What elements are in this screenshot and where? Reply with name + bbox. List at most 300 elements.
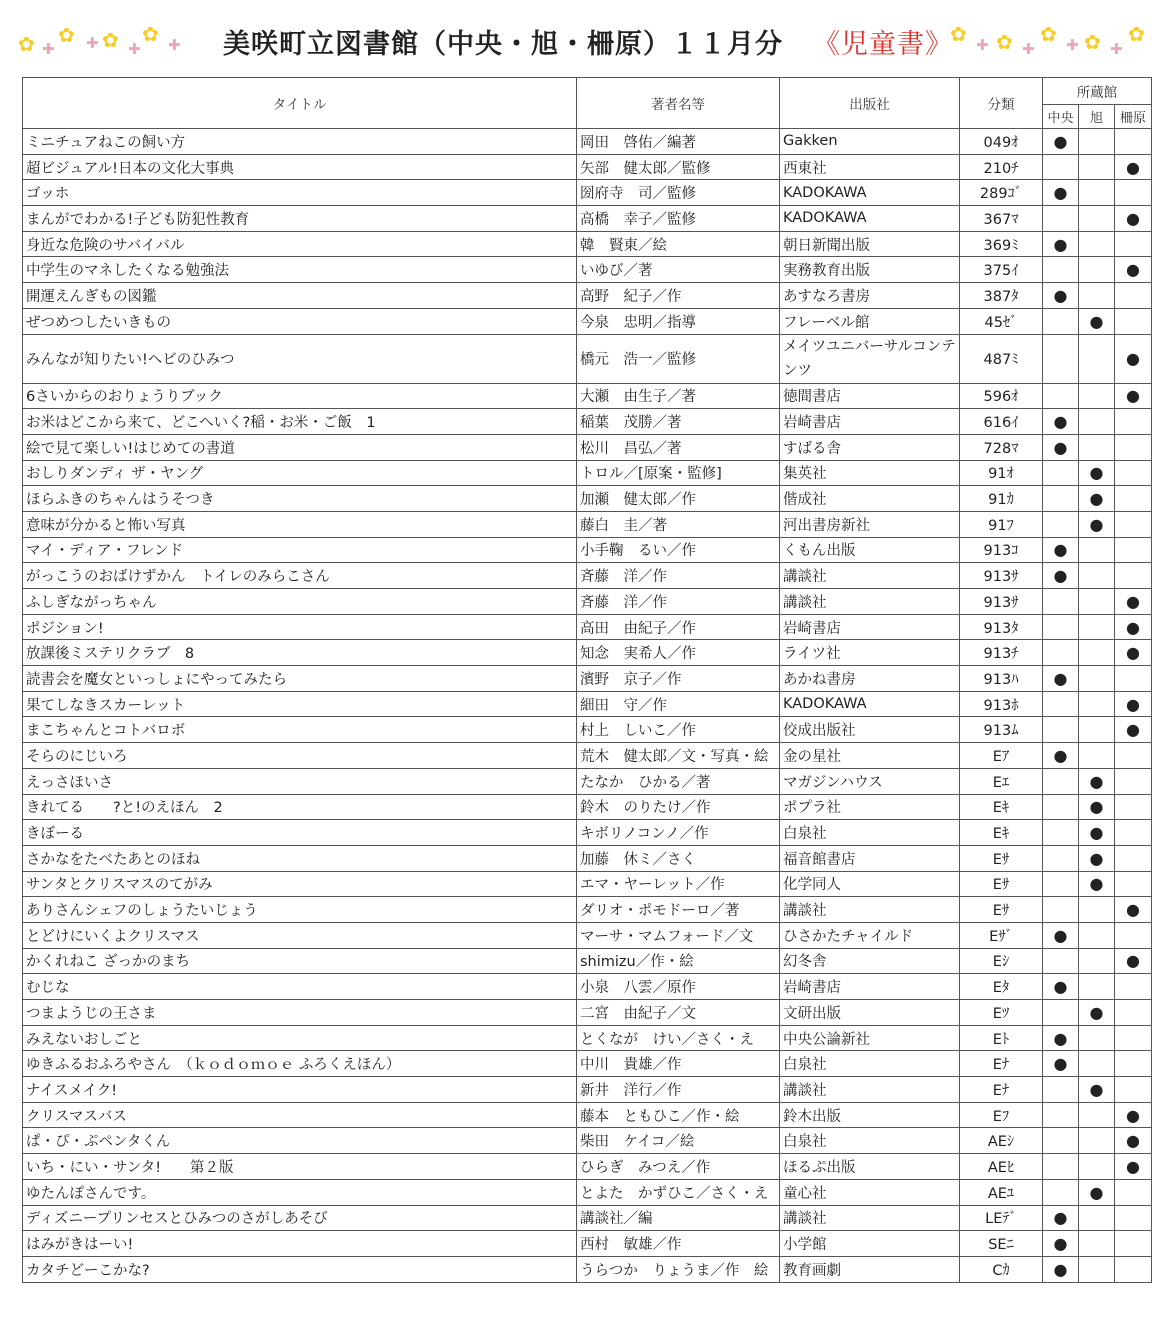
holding-asahi-cell (1079, 589, 1115, 615)
holding-chuo-cell: ● (1043, 1256, 1079, 1282)
table-row (23, 1077, 1152, 1103)
publisher-cell: マガジンハウス (780, 768, 960, 794)
table-row (23, 691, 1152, 717)
table-row (23, 717, 1152, 743)
publisher-cell: メイツユニバーサルコンテンツ (780, 334, 960, 383)
holding-yanahara-cell (1115, 1077, 1152, 1103)
author-cell: とよた かずひこ／さく・え (577, 1179, 780, 1205)
holding-asahi-cell (1079, 1102, 1115, 1128)
flower-icon: ✿ (18, 32, 35, 56)
classification-cell: 913ﾎ (960, 691, 1043, 717)
publisher-cell: 講談社 (780, 563, 960, 589)
holding-yanahara-cell: ● (1115, 614, 1152, 640)
author-cell: 橋元 浩一／監修 (577, 334, 780, 383)
table-row (23, 897, 1152, 923)
book-title-cell: お米はどこから来て、どこへいく?稲・お米・ご飯 1 (23, 409, 577, 435)
holding-chuo-cell (1043, 383, 1079, 409)
table-row (23, 334, 1152, 383)
publisher-cell: 小学館 (780, 1231, 960, 1257)
table-row (23, 922, 1152, 948)
holding-asahi-cell: ● (1079, 308, 1115, 334)
publisher-cell: 西東社 (780, 154, 960, 180)
holding-yanahara-cell: ● (1115, 589, 1152, 615)
classification-cell: Eｻ (960, 897, 1043, 923)
plus-icon: ✚ (976, 36, 989, 54)
publisher-cell: 講談社 (780, 589, 960, 615)
holding-yanahara-cell (1115, 666, 1152, 692)
publisher-cell: 岩崎書店 (780, 974, 960, 1000)
holding-asahi-cell (1079, 640, 1115, 666)
flower-decoration-right (950, 22, 1155, 58)
flower-icon: ✿ (996, 30, 1013, 54)
book-title-cell: ふしぎながっちゃん (23, 589, 577, 615)
classification-cell: 210ﾁ (960, 154, 1043, 180)
author-cell: 村上 しいこ／作 (577, 717, 780, 743)
holding-asahi-cell (1079, 974, 1115, 1000)
classification-cell: 91ﾌ (960, 511, 1043, 537)
holding-asahi-cell: ● (1079, 1077, 1115, 1103)
classification-cell: 913ｻ (960, 563, 1043, 589)
publisher-cell: くもん出版 (780, 537, 960, 563)
table-row (23, 231, 1152, 257)
book-title-cell: むじな (23, 974, 577, 1000)
holding-chuo-cell (1043, 460, 1079, 486)
classification-cell: 049ｵ (960, 129, 1043, 155)
holding-chuo-cell (1043, 1154, 1079, 1180)
holding-chuo-cell (1043, 948, 1079, 974)
holding-chuo-cell: ● (1043, 1025, 1079, 1051)
author-cell: 西村 敏雄／作 (577, 1231, 780, 1257)
table-row (23, 666, 1152, 692)
holding-yanahara-cell (1115, 743, 1152, 769)
holding-asahi-cell: ● (1079, 486, 1115, 512)
author-cell: 稲葉 茂勝／著 (577, 409, 780, 435)
classification-cell: Eｼ (960, 948, 1043, 974)
column-header-holdings: 所蔵館 (1043, 78, 1152, 105)
plus-icon: ✚ (1110, 40, 1123, 58)
holding-asahi-cell (1079, 231, 1115, 257)
plus-icon: ✚ (128, 40, 141, 58)
author-cell: 中川 貴雄／作 (577, 1051, 780, 1077)
book-title-cell: 果てしなきスカーレット (23, 691, 577, 717)
holding-yanahara-cell (1115, 434, 1152, 460)
holding-yanahara-cell (1115, 537, 1152, 563)
author-cell: とくなが けい／さく・え (577, 1025, 780, 1051)
book-title-cell: つまようじの王さま (23, 1000, 577, 1026)
holding-asahi-cell (1079, 743, 1115, 769)
table-row (23, 486, 1152, 512)
holding-chuo-cell (1043, 334, 1079, 383)
author-cell: いゆび／著 (577, 257, 780, 283)
book-title-cell: みんなが知りたい!ヘビのひみつ (23, 334, 577, 383)
book-title-cell: がっこうのおばけずかん トイレのみらこさん (23, 563, 577, 589)
classification-cell: Eﾄ (960, 1025, 1043, 1051)
publisher-cell: KADOKAWA (780, 691, 960, 717)
publisher-cell: ライツ社 (780, 640, 960, 666)
book-title-cell: きれてる ?と!のえほん 2 (23, 794, 577, 820)
author-cell: 加藤 休ミ／さく (577, 845, 780, 871)
holding-yanahara-cell: ● (1115, 948, 1152, 974)
book-title-cell: カタチどーこかな? (23, 1256, 577, 1282)
holding-chuo-cell: ● (1043, 1051, 1079, 1077)
book-title-cell: ありさんシェフのしょうたいじょう (23, 897, 577, 923)
table-row (23, 948, 1152, 974)
publisher-cell: 白泉社 (780, 1128, 960, 1154)
classification-cell: Eﾂ (960, 1000, 1043, 1026)
holding-chuo-cell (1043, 691, 1079, 717)
author-cell: 小泉 八雲／原作 (577, 974, 780, 1000)
table-row (23, 974, 1152, 1000)
book-title-cell: はみがきはーい! (23, 1231, 577, 1257)
classification-cell: Eﾌ (960, 1102, 1043, 1128)
holding-yanahara-cell: ● (1115, 717, 1152, 743)
author-cell: shimizu／作・絵 (577, 948, 780, 974)
author-cell: 小手鞠 るい／作 (577, 537, 780, 563)
classification-cell: Eｷ (960, 794, 1043, 820)
holding-yanahara-cell: ● (1115, 897, 1152, 923)
publisher-cell: 河出書房新社 (780, 511, 960, 537)
author-cell: トロル／[原案・監修] (577, 460, 780, 486)
holding-yanahara-cell: ● (1115, 1154, 1152, 1180)
flower-icon: ✿ (1040, 22, 1057, 46)
table-row (23, 1231, 1152, 1257)
publisher-cell: 徳間書店 (780, 383, 960, 409)
table-row (23, 871, 1152, 897)
publisher-cell: 佼成出版社 (780, 717, 960, 743)
holding-chuo-cell (1043, 511, 1079, 537)
classification-cell: 616ｲ (960, 409, 1043, 435)
holding-yanahara-cell: ● (1115, 154, 1152, 180)
table-row (23, 1154, 1152, 1180)
classification-cell: 45ｾﾞ (960, 308, 1043, 334)
publisher-cell: 岩崎書店 (780, 409, 960, 435)
classification-cell: SEﾆ (960, 1231, 1043, 1257)
plus-icon: ✚ (1022, 40, 1035, 58)
holding-yanahara-cell (1115, 308, 1152, 334)
holding-asahi-cell: ● (1079, 845, 1115, 871)
classification-cell: 91ｵ (960, 460, 1043, 486)
author-cell: 講談社／編 (577, 1205, 780, 1231)
book-title-cell: ポジション! (23, 614, 577, 640)
holding-asahi-cell: ● (1079, 794, 1115, 820)
classification-cell: Eｴ (960, 768, 1043, 794)
holding-asahi-cell (1079, 563, 1115, 589)
holding-asahi-cell (1079, 614, 1115, 640)
table-row (23, 640, 1152, 666)
table-row (23, 820, 1152, 846)
flower-icon: ✿ (142, 22, 159, 46)
classification-cell: Eﾅ (960, 1051, 1043, 1077)
table-row (23, 283, 1152, 309)
holding-asahi-cell (1079, 1205, 1115, 1231)
holding-asahi-cell (1079, 409, 1115, 435)
classification-cell: Eｱ (960, 743, 1043, 769)
column-header-title: タイトル (23, 78, 577, 129)
holding-yanahara-cell: ● (1115, 1102, 1152, 1128)
holding-chuo-cell (1043, 794, 1079, 820)
holding-yanahara-cell (1115, 1231, 1152, 1257)
author-cell: 知念 実希人／作 (577, 640, 780, 666)
holding-chuo-cell (1043, 206, 1079, 232)
flower-icon: ✿ (102, 28, 119, 52)
classification-cell: 387ﾀ (960, 283, 1043, 309)
publisher-cell: KADOKAWA (780, 180, 960, 206)
holding-chuo-cell: ● (1043, 743, 1079, 769)
author-cell: うらつか りょうま／作 絵 (577, 1256, 780, 1282)
table-row (23, 1051, 1152, 1077)
flower-icon: ✿ (1128, 22, 1145, 46)
author-cell: 斉藤 洋／作 (577, 563, 780, 589)
book-title-cell: ほらふきのちゃんはうそつき (23, 486, 577, 512)
table-body (23, 129, 1152, 1283)
holding-chuo-cell: ● (1043, 1231, 1079, 1257)
holding-asahi-cell (1079, 334, 1115, 383)
holding-chuo-cell: ● (1043, 283, 1079, 309)
holding-yanahara-cell (1115, 871, 1152, 897)
table-row (23, 206, 1152, 232)
book-title-cell: ナイスメイク! (23, 1077, 577, 1103)
table-row (23, 537, 1152, 563)
holding-yanahara-cell: ● (1115, 206, 1152, 232)
table-row (23, 180, 1152, 206)
holding-chuo-cell: ● (1043, 129, 1079, 155)
book-title-cell: かくれねこ ざっかのまち (23, 948, 577, 974)
publisher-cell: 白泉社 (780, 1051, 960, 1077)
table-row (23, 794, 1152, 820)
classification-cell: 913ﾑ (960, 717, 1043, 743)
holding-chuo-cell (1043, 154, 1079, 180)
book-list-table (22, 77, 1152, 1283)
holding-asahi-cell: ● (1079, 871, 1115, 897)
classification-cell: 913ｺ (960, 537, 1043, 563)
book-title-cell: 意味が分かると怖い写真 (23, 511, 577, 537)
book-title-cell: さかなをたべたあとのほね (23, 845, 577, 871)
author-cell: 荒木 健太郎／文・写真・絵 (577, 743, 780, 769)
book-title-cell: えっさほいさ (23, 768, 577, 794)
publisher-cell: ほるぷ出版 (780, 1154, 960, 1180)
table-row (23, 129, 1152, 155)
publisher-cell: Gakken (780, 129, 960, 155)
classification-cell: 913ﾀ (960, 614, 1043, 640)
holding-asahi-cell (1079, 1154, 1115, 1180)
table-row (23, 1256, 1152, 1282)
holding-chuo-cell (1043, 1077, 1079, 1103)
publisher-cell: 講談社 (780, 1077, 960, 1103)
author-cell: 矢部 健太郎／監修 (577, 154, 780, 180)
holding-yanahara-cell (1115, 231, 1152, 257)
publisher-cell: あかね書房 (780, 666, 960, 692)
holding-yanahara-cell (1115, 409, 1152, 435)
author-cell: ダリオ・ポモドーロ／著 (577, 897, 780, 923)
title-text: 美咲町立図書館（中央・旭・柵原）１１月分 (223, 29, 783, 60)
holding-yanahara-cell (1115, 460, 1152, 486)
page-header (0, 0, 1176, 78)
classification-cell: 728ﾏ (960, 434, 1043, 460)
holding-asahi-cell (1079, 897, 1115, 923)
holding-chuo-cell (1043, 1000, 1079, 1026)
table-row (23, 845, 1152, 871)
publisher-cell: すばる舎 (780, 434, 960, 460)
holding-yanahara-cell: ● (1115, 691, 1152, 717)
book-title-cell: とどけにいくよクリスマス (23, 922, 577, 948)
book-title-cell: ゆたんぽさんです。 (23, 1179, 577, 1205)
holding-yanahara-cell: ● (1115, 383, 1152, 409)
holding-asahi-cell (1079, 283, 1115, 309)
table-row (23, 1102, 1152, 1128)
author-cell: 圀府寺 司／監修 (577, 180, 780, 206)
holding-chuo-cell (1043, 589, 1079, 615)
book-title-cell: ぜつめつしたいきもの (23, 308, 577, 334)
holding-chuo-cell: ● (1043, 666, 1079, 692)
author-cell: 加瀬 健太郎／作 (577, 486, 780, 512)
holding-asahi-cell (1079, 1231, 1115, 1257)
holding-chuo-cell (1043, 871, 1079, 897)
publisher-cell: 福音館書店 (780, 845, 960, 871)
holding-yanahara-cell (1115, 511, 1152, 537)
author-cell: 藤白 圭／著 (577, 511, 780, 537)
holding-chuo-cell (1043, 1128, 1079, 1154)
publisher-cell: 実務教育出版 (780, 257, 960, 283)
table-row (23, 409, 1152, 435)
classification-cell: AEｼ (960, 1128, 1043, 1154)
book-title-cell: ゆきふるおふろやさん （ｋｏｄｏｍｏｅ ふろくえほん） (23, 1051, 577, 1077)
classification-cell: 289ｺﾞ (960, 180, 1043, 206)
book-title-cell: マイ・ディア・フレンド (23, 537, 577, 563)
author-cell: 高田 由紀子／作 (577, 614, 780, 640)
holding-asahi-cell (1079, 691, 1115, 717)
holding-yanahara-cell (1115, 820, 1152, 846)
holding-chuo-cell (1043, 768, 1079, 794)
book-title-cell: 絵で見て楽しい!はじめての書道 (23, 434, 577, 460)
author-cell: 濱野 京子／作 (577, 666, 780, 692)
table-row (23, 434, 1152, 460)
holding-yanahara-cell (1115, 180, 1152, 206)
holding-asahi-cell (1079, 1025, 1115, 1051)
author-cell: 藤本 ともひこ／作・絵 (577, 1102, 780, 1128)
holding-chuo-cell (1043, 1102, 1079, 1128)
holding-chuo-cell: ● (1043, 537, 1079, 563)
author-cell: 松川 昌弘／著 (577, 434, 780, 460)
book-title-cell: みえないおしごと (23, 1025, 577, 1051)
author-cell: 岡田 啓佑／編著 (577, 129, 780, 155)
classification-cell: Eｻﾞ (960, 922, 1043, 948)
table-row (23, 563, 1152, 589)
plus-icon: ✚ (42, 40, 55, 58)
author-cell: 新井 洋行／作 (577, 1077, 780, 1103)
holding-yanahara-cell (1115, 794, 1152, 820)
table-row (23, 1205, 1152, 1231)
classification-cell: AEﾕ (960, 1179, 1043, 1205)
holding-asahi-cell (1079, 666, 1115, 692)
holding-chuo-cell (1043, 820, 1079, 846)
holding-yanahara-cell (1115, 768, 1152, 794)
book-title-cell: まこちゃんとコトバロボ (23, 717, 577, 743)
publisher-cell: 白泉社 (780, 820, 960, 846)
publisher-cell: 童心社 (780, 1179, 960, 1205)
publisher-cell: 偕成社 (780, 486, 960, 512)
classification-cell: LEﾃﾞ (960, 1205, 1043, 1231)
holding-chuo-cell: ● (1043, 1205, 1079, 1231)
book-title-cell: 6さいからのおりょうりブック (23, 383, 577, 409)
holding-chuo-cell (1043, 640, 1079, 666)
table-row (23, 460, 1152, 486)
holding-asahi-cell (1079, 537, 1115, 563)
publisher-cell: 文研出版 (780, 1000, 960, 1026)
classification-cell: Eｻ (960, 845, 1043, 871)
flower-icon: ✿ (1084, 30, 1101, 54)
holding-chuo-cell (1043, 257, 1079, 283)
holding-yanahara-cell (1115, 1179, 1152, 1205)
classification-cell: 596ｵ (960, 383, 1043, 409)
holding-chuo-cell (1043, 486, 1079, 512)
column-header-author: 著者名等 (577, 78, 780, 129)
classification-cell: 913ｻ (960, 589, 1043, 615)
publisher-cell: 中央公論新社 (780, 1025, 960, 1051)
holding-asahi-cell: ● (1079, 768, 1115, 794)
book-title-cell: 放課後ミステリクラブ 8 (23, 640, 577, 666)
publisher-cell: 朝日新聞出版 (780, 231, 960, 257)
publisher-cell: 教育画劇 (780, 1256, 960, 1282)
holding-asahi-cell (1079, 154, 1115, 180)
holding-asahi-cell: ● (1079, 511, 1115, 537)
holding-chuo-cell (1043, 845, 1079, 871)
table-row (23, 1128, 1152, 1154)
classification-cell: 367ﾏ (960, 206, 1043, 232)
author-cell: たなか ひかる／著 (577, 768, 780, 794)
publisher-cell: ポプラ社 (780, 794, 960, 820)
publisher-cell: 集英社 (780, 460, 960, 486)
table-row (23, 154, 1152, 180)
holding-yanahara-cell: ● (1115, 257, 1152, 283)
holding-chuo-cell: ● (1043, 180, 1079, 206)
author-cell: 二宮 由紀子／文 (577, 1000, 780, 1026)
publisher-cell: 化学同人 (780, 871, 960, 897)
holding-yanahara-cell: ● (1115, 640, 1152, 666)
holding-yanahara-cell (1115, 1256, 1152, 1282)
holding-asahi-cell (1079, 180, 1115, 206)
publisher-cell: 幻冬舎 (780, 948, 960, 974)
author-cell: ひらぎ みつえ／作 (577, 1154, 780, 1180)
book-title-cell: そらのにじいろ (23, 743, 577, 769)
column-header-branch-chuo: 中央 (1043, 105, 1079, 129)
column-header-branch-asahi: 旭 (1079, 105, 1115, 129)
author-cell: エマ・ヤーレット／作 (577, 871, 780, 897)
holding-asahi-cell (1079, 717, 1115, 743)
holding-yanahara-cell (1115, 845, 1152, 871)
holding-asahi-cell (1079, 1051, 1115, 1077)
table-row (23, 743, 1152, 769)
publisher-cell: 講談社 (780, 1205, 960, 1231)
author-cell: 大瀬 由生子／著 (577, 383, 780, 409)
holding-asahi-cell: ● (1079, 460, 1115, 486)
holding-asahi-cell (1079, 434, 1115, 460)
book-title-cell: ディズニープリンセスとひみつのさがしあそび (23, 1205, 577, 1231)
holding-asahi-cell: ● (1079, 1179, 1115, 1205)
column-header-branch-yanahara: 柵原 (1115, 105, 1152, 129)
author-cell: 柴田 ケイコ／絵 (577, 1128, 780, 1154)
book-title-cell: おしりダンディ ザ・ヤング (23, 460, 577, 486)
holding-chuo-cell (1043, 308, 1079, 334)
book-title-cell: まんがでわかる!子ども防犯性教育 (23, 206, 577, 232)
plus-icon: ✚ (168, 36, 181, 54)
holding-yanahara-cell (1115, 974, 1152, 1000)
holding-asahi-cell (1079, 1128, 1115, 1154)
holding-chuo-cell (1043, 717, 1079, 743)
holding-asahi-cell (1079, 948, 1115, 974)
table-row (23, 308, 1152, 334)
publisher-cell: フレーベル館 (780, 308, 960, 334)
subtitle-text: 《児童書》 (813, 29, 953, 60)
